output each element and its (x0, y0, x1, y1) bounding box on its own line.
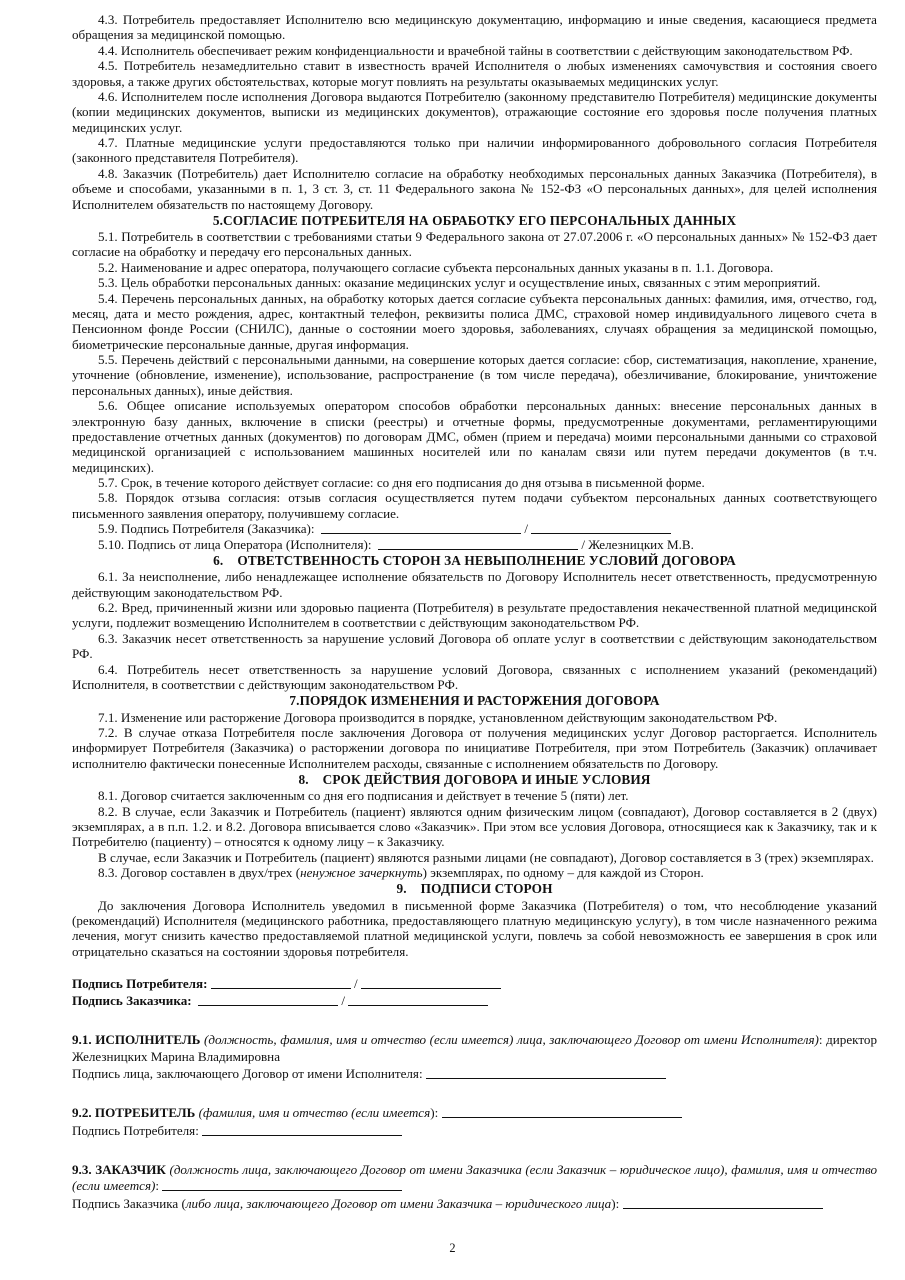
signature-row-customer-label: Подпись Заказчика: (72, 993, 192, 1009)
section-6-heading (72, 553, 877, 569)
clause-6-2: 6.2. Вред, причиненный жизни или здоровью пациента (Потребителя) в результате предоставления некачественной платной медицинской услуги, подлежит возмещению Исполнителем в соответствии с действующим законодательством РФ. (72, 600, 877, 631)
party-93-name-field[interactable] (162, 1178, 402, 1191)
clause-4-3: 4.3. Потребитель предоставляет Исполнителю всю медицинскую документацию, информацию и иные сведения, касающиеся предмета обращения за медицинской помощью. (72, 12, 877, 43)
signature-row-consumer-label: Подпись Потребителя: (72, 976, 208, 992)
section-9-title: ПОДПИСИ СТОРОН (420, 881, 553, 897)
clause-5-9-signature-field[interactable] (321, 521, 521, 534)
section-9-number: 9. (396, 881, 407, 897)
party-93-sub-before: Подпись Заказчика ( (72, 1196, 186, 1212)
section-8-title: СРОК ДЕЙСТВИЯ ДОГОВОРА И ИНЫЕ УСЛОВИЯ (322, 772, 651, 787)
signature-customer-name-field[interactable] (348, 993, 488, 1006)
party-block-potrebitel (72, 1105, 877, 1140)
signature-row-customer: Подпись Заказчика: / (72, 993, 877, 1010)
clause-4-8: 4.8. Заказчик (Потребитель) дает Исполнителю согласие на обработку необходимых персональных данных Заказчика (Потребителя), в объеме и способами, указанными в п. 1, 3 ст. 3, ст. 11 Федерального закона № 152-ФЗ «О персональных данных», для целей исполнения Исполнителем обязательств по настоящему Договору. (72, 165, 877, 212)
clause-5-10-label: 5.10. Подпись от лица Оператора (Исполнителя): (98, 536, 372, 552)
party-92-name-field[interactable] (442, 1105, 682, 1118)
clause-8-2: 8.2. В случае, если Заказчик и Потребитель (пациент) являются одним физическим лицом (совпадают), Договор составляется в 2 (двух) экземплярах, а в п.п. 1.2. и 8.2. Договора вписывается слово «Заказчик». При этом все условия Договора, относящиеся как к Заказчику, так и к Потребителю (пациенту) – относятся к одному лицу – к Заказчику. (72, 803, 877, 850)
clause-4-6: 4.6. Исполнителем после исполнения Договора выдаются Потребителю (законному представителю Потребителя) медицинские документы (копии медицинских документов, выписки из медицинских документов), отражающие состояние его здоровья после получения платных медицинских услуг. (72, 88, 877, 135)
party-93-note: (должность лица, заключающего Договор от имени Заказчика (если Заказчик – юридическое лицо), фамилия, имя и отчество (если имеется) (72, 1161, 878, 1194)
party-92-note: (фамилия, имя и отчество (если имеется (198, 1105, 431, 1121)
clause-4-5: 4.5. Потребитель незамедлительно ставит в известность врачей Исполнителя о любых изменениях самочувствия и состояния своего здоровья, а также других обстоятельствах, которые могут повлиять на результаты оказываемых медицинских услуг. (72, 58, 877, 89)
clause-5-8: 5.8. Порядок отзыва согласия: отзыв согласия осуществляется путем подачи субъектом персональных данных соответствующего письменного заявления оператору, получившему согласие. (72, 490, 877, 521)
party-91-sub-label: Подпись лица, заключающего Договор от имени Исполнителя: (72, 1066, 423, 1082)
party-92-line (72, 1105, 877, 1122)
section-6-number: 6. (213, 553, 224, 569)
clause-4-7: 4.7. Платные медицинские услуги предоставляются только при наличии информированного добровольного согласия Потребителя (законного представителя Потребителя). (72, 135, 877, 166)
clause-5-6: 5.6. Общее описание используемых оператором способов обработки персональных данных: внесение персональных данных в электронную базу данных, включение в списки (реестры) и отчетные формы, предусмотренные документами, регламентирующими предоставление отчетных данных (документов) по договорам ДМС, обмен (прием и передача) моими персональными данными со страховой медицинской организацией с использованием машинных носителей или по каналам связи или путем передачи документов (в т.ч. медицинских). (72, 398, 877, 475)
clause-5-9-name-field[interactable] (531, 521, 671, 534)
clause-5-2: 5.2. Наименование и адрес оператора, получающего согласие субъекта персональных данных указаны в п. 1.1. Договора. (98, 259, 774, 275)
clause-8-3 (72, 865, 877, 880)
clause-6-4: 6.4. Потребитель несет ответственность за нарушение условий Договора, связанных с исполнением указаний (рекомендаций) Исполнителя, в соответствии с действующим законодательством РФ. (72, 661, 877, 692)
section-6-title: ОТВЕТСТВЕННОСТЬ СТОРОН ЗА НЕВЫПОЛНЕНИЕ УСЛОВИЙ ДОГОВОРА (237, 553, 736, 569)
clause-8-2-continued: В случае, если Заказчик и Потребитель (пациент) являются разными лицами (не совпадают), Договор составляется в 3 (трех) экземплярах. (98, 849, 874, 865)
section-5-heading: 5.СОГЛАСИЕ ПОТРЕБИТЕЛЯ НА ОБРАБОТКУ ЕГО ПЕРСОНАЛЬНЫХ ДАННЫХ (212, 212, 737, 228)
clause-5-4: 5.4. Перечень персональных данных, на обработку которых дается согласие субъекта персональных данных: фамилия, имя, отчество, год, месяц, дата и место рождения, адрес, контактный телефон, реквизиты полиса ДМС, страховой номер индивидуального лицевого счета в Пенсионном фонде России (СНИЛС), данные о состоянии моего здоровья, заболеваниях, случаях обращения за медицинской помощью, биометрические персональные данные, другая информация. (72, 290, 877, 352)
party-92-signature-field[interactable] (202, 1123, 402, 1136)
signature-consumer-name-field[interactable] (361, 976, 501, 989)
clause-8-1: 8.1. Договор считается заключенным со дня его подписания и действует в течение 5 (пяти) лет. (98, 788, 629, 804)
party-93-sub-line (72, 1196, 877, 1213)
party-93-tail: : (155, 1178, 160, 1194)
clause-8-3-before: 8.3. Договор составлен в двух/трех ( (98, 865, 301, 881)
party-91-tail: : директор Железницких Марина Владимировна (72, 1031, 877, 1064)
clause-7-1: 7.1. Изменение или расторжение Договора производится в порядке, установленном действующим законодательством РФ. (98, 709, 778, 725)
party-block-zakazchik (72, 1162, 877, 1213)
clause-5-10-operator-name: / Железницких М.В. (581, 536, 694, 552)
party-91-note: (должность, фамилия, имя и отчество (если имеется) лица, заключающего Договор от имени Исполнителя) (204, 1031, 819, 1047)
clause-5-5: 5.5. Перечень действий с персональными данными, на совершение которых дается согласие: сбор, систематизация, накопление, хранение, уточнение (обновление, изменение), использование, распространение (в том числе передача), обезличивание, блокирование, уничтожение персональных данных), иные действия. (72, 352, 877, 398)
section-8-number: 8. (298, 772, 309, 787)
party-92-sub-line (72, 1123, 877, 1140)
section-8-heading (72, 772, 877, 788)
clause-5-9-signature: 5.9. Подпись Потребителя (Заказчика): / (72, 521, 877, 536)
signature-consumer-field[interactable] (211, 976, 351, 989)
signature-row-consumer: Подпись Потребителя: / (72, 976, 877, 993)
page-number: 2 (449, 1241, 456, 1255)
party-92-heading: 9.2. ПОТРЕБИТЕЛЬ (72, 1105, 196, 1121)
clause-5-3: 5.3. Цель обработки персональных данных: оказание медицинских услуг и осуществление иных, связанных с этим мероприятий. (98, 275, 821, 291)
party-block-ispolnitel (72, 1032, 877, 1083)
party-91-heading: 9.1. ИСПОЛНИТЕЛЬ (72, 1031, 201, 1047)
clause-8-3-italic: ненужное зачеркнуть (300, 865, 423, 881)
clause-5-10-signature-field[interactable] (378, 537, 578, 550)
party-92-sub-label: Подпись Потребителя: (72, 1122, 199, 1138)
party-91-sub-line (72, 1066, 877, 1083)
section-9-heading (72, 881, 877, 897)
section-7-heading: 7.ПОРЯДОК ИЗМЕНЕНИЯ И РАСТОРЖЕНИЯ ДОГОВОРА (289, 693, 660, 709)
clause-6-3: 6.3. Заказчик несет ответственность за нарушение условий Договора об оплате услуг в соответствии с действующим законодательством РФ. (72, 630, 877, 662)
document-body (72, 12, 877, 1213)
clause-6-1: 6.1. За неисполнение, либо ненадлежащее исполнение обязательств по Договору Исполнитель несет ответственность, предусмотренную действующим законодательством РФ. (72, 569, 877, 600)
party-93-heading: 9.3. ЗАКАЗЧИК (72, 1161, 166, 1177)
party-93-line (72, 1162, 877, 1196)
clause-8-3-after: ) экземплярах, по одному – для каждой из Сторон. (422, 865, 704, 881)
party-93-sub-italic: либо лица, заключающего Договор от имени Заказчика – юридического лица (185, 1196, 612, 1212)
clause-5-1: 5.1. Потребитель в соответствии с требованиями статьи 9 Федерального закона от 27.07.2006 г. «О персональных данных» № 152-ФЗ дает согласие на обработку и передачу его персональных данных. (72, 229, 877, 260)
party-91-signature-field[interactable] (426, 1066, 666, 1079)
party-91-line (72, 1032, 877, 1066)
clause-7-2: 7.2. В случае отказа Потребителя после заключения Договора от получения медицинских услуг Договор расторгается. Исполнитель информирует Потребителя (Заказчика) о расторжении договора по инициативе Потребителя, при этом Потребитель (Заказчик) оплачивает исполнителю фактически понесенные Исполнителем расходы, связанные с исполнением обязательств по Договору. (72, 724, 877, 771)
party-92-tail: ): (430, 1105, 439, 1121)
party-93-sub-after: ): (611, 1196, 620, 1212)
section-9-notice: До заключения Договора Исполнитель уведомил в письменной форме Заказчика (Потребителя) о том, что несоблюдение указаний (рекомендаций) Исполнителя (медицинского работника, предоставляющего платную медицинскую услугу), в том числе назначенного режима лечения, могут снизить качество предоставляемой платной медицинской услуги, повлечь за собой невозможность ее завершения в срок или отрицательно сказаться на состоянии здоровья потребителя. (72, 897, 877, 959)
clause-5-10-signature (72, 537, 877, 552)
party-93-signature-field[interactable] (623, 1196, 823, 1209)
signature-block (72, 976, 877, 1010)
signature-customer-field[interactable] (198, 993, 338, 1006)
clause-5-7: 5.7. Срок, в течение которого действует согласие: со дня его подписания до дня отзыва в письменной форме. (98, 475, 705, 491)
clause-4-4: 4.4. Исполнитель обеспечивает режим конфиденциальности и врачебной тайны в соответствии с действующим законодательством РФ. (98, 42, 853, 58)
clause-5-9-label: 5.9. Подпись Потребителя (Заказчика): (98, 521, 315, 537)
